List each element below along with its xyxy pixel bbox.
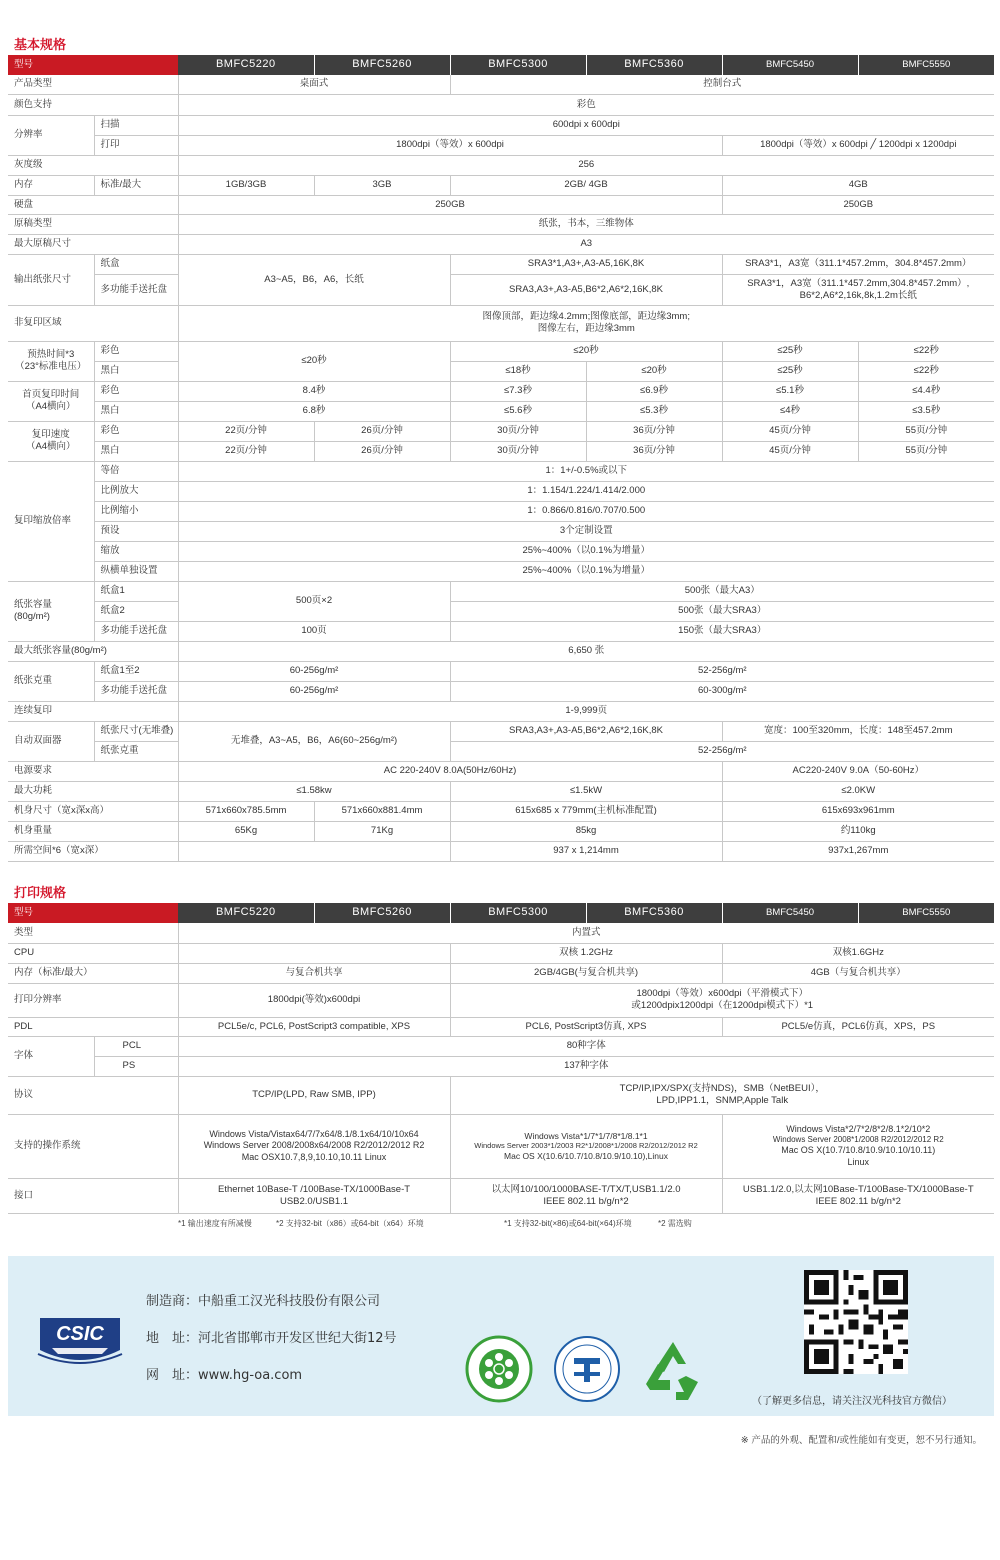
spec-value: 1800dpi（等效）x 600dpi ╱ 1200dpi x 1200dpi [722,135,994,155]
spec-value: 36页/分钟 [586,441,722,461]
spec-row [8,801,994,821]
row-sublabel: 彩色 [94,341,178,361]
row-sublabel: 纸盒2 [94,601,178,621]
spec-value-line: 以太网10/100/1000BASE-T/TX/T,USB1.1/2.0 [491,1183,681,1195]
print-spec-table [8,903,994,1214]
spec-value: 2GB/ 4GB [450,175,722,195]
spec-value: 1：0.866/0.816/0.707/0.500 [178,501,994,521]
model-name: BMFC5300 [450,55,586,75]
row-label: 硬盘 [8,195,178,214]
spec-value: 100页 [178,621,450,641]
spec-value [450,1076,994,1114]
spec-value: ≤25秒 [722,341,858,361]
spec-value-line: Windows Vista*2/7*2/8*2/8.1*2/10*2 [786,1124,931,1135]
spec-row [8,963,994,983]
row-label: 机身尺寸（宽x深x高） [8,801,178,821]
footnote: *2 需选购 [658,1219,692,1228]
spec-value: 25%~400%（以0.1%为增量） [178,561,994,581]
spec-value-line: TCP/IP,IPX/SPX(支持NDS)，SMB（NetBEUI）， [619,1083,825,1095]
spec-value-line: Ethernet 10Base-T /100Base-TX/1000Base-T [217,1183,411,1195]
spec-value: 双核1.6GHz [722,943,994,963]
spec-value: 1GB/3GB [178,175,314,195]
row-label: 分辨率 [8,115,94,155]
spec-row [8,75,994,94]
model-header-row [8,55,994,75]
spec-value: ≤18秒 [450,361,586,381]
spec-value: SRA3,A3+,A3-A5,B6*2,A6*2,16K,8K [450,274,722,305]
spec-row [8,943,994,963]
spec-value: 3GB [314,175,450,195]
recycle-icon [638,1338,708,1404]
spec-row [8,254,994,274]
model-name: BMFC5550 [858,55,994,75]
model-name: BMFC5360 [586,903,722,923]
spec-row [8,361,994,381]
energy-conservation-cert-icon [552,1334,622,1404]
row-sublabel: 标准/最大 [94,175,178,195]
row-label: 机身重量 [8,821,178,841]
spec-value [722,1114,994,1178]
company-footer [8,1256,994,1416]
spec-row [8,781,994,801]
row-label: 电源要求 [8,761,178,781]
row-label-line: 预热时间*3 [27,349,75,361]
row-label-line: (80g/m²) [14,611,50,622]
spec-row [8,401,994,421]
spec-value: 26页/分钟 [314,441,450,461]
spec-value: 彩色 [178,94,994,115]
spec-value: 桌面式 [178,75,450,94]
row-sublabel: 多功能手送托盘 [94,621,178,641]
spec-value: PCL5/e仿真，PCL6仿真，XPS，PS [722,1017,994,1036]
spec-row [8,561,994,581]
spec-value: ≤1.58kw [178,781,450,801]
model-name: BMFC5260 [314,903,450,923]
spec-value [178,305,994,341]
spec-value: 约110kg [722,821,994,841]
spec-value: 宽度：100至320mm，长度：148至457.2mm [722,721,994,741]
spec-row [8,135,994,155]
row-label: 非复印区域 [8,305,178,341]
spec-value: 571x660x785.5mm [178,801,314,821]
spec-value: 与复合机共享 [178,963,450,983]
model-name: BMFC5220 [178,55,314,75]
spec-value: 60-256g/m² [178,681,450,701]
spec-value [178,1178,450,1213]
spec-row [8,115,994,135]
spec-row [8,195,994,214]
spec-value-line: Windows Server 2008*1/2008 R2/2012/2012 R2 [772,1135,944,1145]
row-label: 输出纸张尺寸 [8,254,94,305]
spec-value-line: 图像顶部，距边缘4.2mm;图像底部，距边缘3mm; [482,311,690,323]
spec-value-line: Windows Vista*1/7*1/7/8*1/8.1*1 [524,1130,648,1141]
spec-value: 150张（最大SRA3） [450,621,994,641]
spec-value: 250GB [722,195,994,214]
spec-value: 1：1.154/1.224/1.414/2.000 [178,481,994,501]
spec-row [8,94,994,115]
row-sublabel: 等倍 [94,461,178,481]
spec-value: 1800dpi（等效）x 600dpi [178,135,722,155]
spec-row [8,1114,994,1178]
row-sublabel: 纸盒1 [94,581,178,601]
spec-value: 6,650 张 [178,641,994,661]
spec-row [8,341,994,361]
model-name: BMFC5260 [314,55,450,75]
footnote: *1 输出速度有所减慢 [178,1219,252,1228]
spec-value: ≤5.6秒 [450,401,586,421]
row-label: 最大功耗 [8,781,178,801]
row-label: 类型 [8,923,178,943]
spec-value: 85kg [450,821,722,841]
spec-value: 615x685 x 779mm(主机标准配置) [450,801,722,821]
spec-value-line: 1800dpi（等效）x600dpi（平滑模式下） [636,988,809,1000]
spec-value-line: IEEE 802.11 b/g/n*2 [543,1195,629,1207]
csic-logo [34,1310,126,1366]
row-sublabel: 比例缩小 [94,501,178,521]
model-header-row [8,903,994,923]
row-sublabel: 纸张尺寸(无堆叠) [94,721,178,741]
spec-value: ≤20秒 [586,361,722,381]
print-spec-title: 打印规格 [14,886,67,901]
spec-value: 1：1+/-0.5%或以下 [178,461,994,481]
spec-value: ≤4.4秒 [858,381,994,401]
row-label: 自动双面器 [8,721,94,761]
spec-row [8,175,994,195]
spec-value: 无堆叠，A3~A5，B6，A6(60~256g/m²) [178,721,450,761]
row-label-line: （A4横向） [25,401,76,412]
row-label [8,341,94,381]
row-sublabel: 纵横单独设置 [94,561,178,581]
spec-value-line: USB1.1/2.0,以太网10Base-T/100Base-TX/1000Base-T [742,1183,974,1195]
spec-row [8,983,994,1017]
spec-value: 2GB/4GB(与复合机共享) [450,963,722,983]
spec-value-line: Linux [847,1156,870,1167]
spec-value: 45页/分钟 [722,441,858,461]
spec-row [8,1076,994,1114]
spec-value: 65Kg [178,821,314,841]
spec-value: 8.4秒 [178,381,450,401]
spec-value: 55页/分钟 [858,441,994,461]
row-label: 颜色支持 [8,94,178,115]
manufacturer: 制造商：中船重工汉光科技股份有限公司 [146,1294,381,1309]
spec-value-line: Mac OS X(10.6/10.7/10.8/10.9/10.10),Linux [504,1150,668,1161]
spec-value: ≤20秒 [450,341,722,361]
row-label-line: 首页复印时间 [22,389,80,401]
spec-value [178,1114,450,1178]
spec-value [450,1178,722,1213]
spec-value-line: 或1200dpix1200dpi（在1200dpi模式下）*1 [631,1000,814,1011]
row-sublabel: 扫描 [94,115,178,135]
spec-value: AC220-240V 9.0A（50-60Hz） [722,761,994,781]
spec-value: 937 x 1,214mm [450,841,722,861]
spec-value: ≤1.5kW [450,781,722,801]
spec-value: 55页/分钟 [858,421,994,441]
spec-value: 22页/分钟 [178,421,314,441]
spec-value: 4GB [722,175,994,195]
spec-value: SRA3,A3+,A3-A5,B6*2,A6*2,16K,8K [450,721,722,741]
spec-row [8,381,994,401]
basic-spec-title: 基本规格 [14,38,67,53]
row-label: 字体 [8,1036,94,1076]
spec-row [8,1056,994,1076]
spec-row [8,1036,994,1056]
row-label-line: （A4横向） [25,441,76,452]
logo-text: CSIC [56,1323,104,1345]
row-label [8,381,94,421]
spec-value-line: LPD,IPP1.1，SNMP,Apple Talk [656,1095,789,1106]
spec-value: 600dpi x 600dpi [178,115,994,135]
spec-value: 500张（最大SRA3） [450,601,994,621]
row-label: 内存 [8,175,94,195]
spec-row [8,234,994,254]
spec-row [8,821,994,841]
spec-value: ≤4秒 [722,401,858,421]
spec-value: 控制台式 [450,75,994,94]
spec-value: 3个定制设置 [178,521,994,541]
row-sublabel: 彩色 [94,381,178,401]
spec-value: 30页/分钟 [450,441,586,461]
spec-value: 60-256g/m² [178,661,450,681]
spec-value: ≤20秒 [178,341,450,381]
row-label: 最大原稿尺寸 [8,234,178,254]
footnote: *1 支持32-bit(×86)或64-bit(×64)环境 [504,1219,632,1228]
row-sublabel: 缩放 [94,541,178,561]
spec-row [8,461,994,481]
spec-value-line: Mac OSX10.7,8,9,10.10,10.11 Linux [241,1151,387,1162]
spec-row [8,541,994,561]
spec-value: A3~A5，B6，A6，长纸 [178,254,450,305]
spec-value [178,841,450,861]
qr-caption: （了解更多信息，请关注汉光科技官方微信） [752,1396,952,1407]
spec-value: 571x660x881.4mm [314,801,450,821]
row-label: 内存（标准/最大） [8,963,178,983]
model-label: 型号 [8,903,178,923]
spec-value [722,274,994,305]
model-name: BMFC5550 [858,903,994,923]
spec-value: TCP/IP(LPD, Raw SMB, IPP) [178,1076,450,1114]
row-label: CPU [8,943,178,963]
spec-row [8,214,994,234]
spec-value-line: 图像左右，距边缘3mm [537,323,635,334]
spec-row [8,721,994,741]
row-sublabel: 打印 [94,135,178,155]
row-sublabel: 多功能手送托盘 [94,681,178,701]
spec-value: ≤6.9秒 [586,381,722,401]
spec-value: 937x1,267mm [722,841,994,861]
spec-value: 137种字体 [178,1056,994,1076]
row-sublabel: 纸盒1至2 [94,661,178,681]
spec-value [450,983,994,1017]
spec-value: PCL6, PostScript3仿真, XPS [450,1017,722,1036]
spec-row [8,1178,994,1213]
spec-value: 60-300g/m² [450,681,994,701]
spec-row [8,701,994,721]
row-label: 原稿类型 [8,214,178,234]
spec-row [8,681,994,701]
row-label: 所需空间*6（宽x深） [8,841,178,861]
spec-row [8,641,994,661]
spec-row [8,441,994,461]
spec-value: ≤3.5秒 [858,401,994,421]
spec-value: 30页/分钟 [450,421,586,441]
spec-value: SRA3*1,A3+,A3-A5,16K,8K [450,254,722,274]
row-sublabel: 多功能手送托盘 [94,274,178,305]
spec-row [8,521,994,541]
spec-value: ≤22秒 [858,341,994,361]
row-sublabel: PCL [94,1036,178,1056]
row-label: 协议 [8,1076,178,1114]
spec-value-line: B6*2,A6*2,16k,8k,1.2m长纸 [799,289,917,301]
spec-value: ≤25秒 [722,361,858,381]
model-name: BMFC5300 [450,903,586,923]
spec-row [8,761,994,781]
spec-value: 1800dpi(等效)x600dpi [178,983,450,1017]
spec-value [450,1114,722,1178]
spec-value-line: SRA3*1，A3宽（311.1*457.2mm,304.8*457.2mm）, [747,277,970,289]
spec-value-line: Windows Server 2008/2008x64/2008 R2/2012/2012 R2 [203,1140,425,1151]
row-label: 支持的操作系统 [8,1114,178,1178]
spec-row [8,741,994,761]
spec-value: 52-256g/m² [450,741,994,761]
footnote: *2 支持32-bit（x86）或64-bit（x64）环境 [276,1219,424,1228]
spec-row [8,421,994,441]
spec-value: ≤5.3秒 [586,401,722,421]
spec-value: 80种字体 [178,1036,994,1056]
row-sublabel: 预设 [94,521,178,541]
spec-value: 250GB [178,195,722,214]
row-sublabel: 彩色 [94,421,178,441]
spec-value [722,1178,994,1213]
row-label: 纸张克重 [8,661,94,701]
spec-value: 71Kg [314,821,450,841]
model-name: BMFC5220 [178,903,314,923]
spec-value: 615x693x961mm [722,801,994,821]
spec-row [8,274,994,305]
spec-row [8,661,994,681]
spec-value-line: Windows Server 2003*1/2003 R2*1/2008*1/2008 R2/2012/2012 R2 [474,1141,698,1151]
row-sublabel: 纸盒 [94,254,178,274]
spec-row [8,923,994,943]
row-label [8,581,94,641]
row-label [8,421,94,461]
row-sublabel: PS [94,1056,178,1076]
spec-value: PCL5e/c, PCL6, PostScript3 compatible, XPS [178,1017,450,1036]
model-name: BMFC5450 [722,55,858,75]
address: 地 址：河北省邯郸市开发区世纪大街12号 [146,1331,397,1346]
spec-value: 500页×2 [178,581,450,621]
model-label: 型号 [8,55,178,75]
basic-spec-table [8,55,994,862]
row-label: PDL [8,1017,178,1036]
row-label: 打印分辨率 [8,983,178,1017]
website-link[interactable]: 网 址：www.hg-oa.com [146,1368,303,1383]
spec-value: ≤7.3秒 [450,381,586,401]
spec-row [8,481,994,501]
spec-value: 22页/分钟 [178,441,314,461]
spec-row [8,1017,994,1036]
spec-value: ≤22秒 [858,361,994,381]
spec-value: 500张（最大A3） [450,581,994,601]
environmental-label-icon [464,1334,534,1404]
spec-row [8,841,994,861]
row-sublabel: 黑白 [94,401,178,421]
row-label: 复印缩放倍率 [8,461,94,581]
spec-value: 双核 1.2GHz [450,943,722,963]
spec-value: ≤5.1秒 [722,381,858,401]
spec-value: 6.8秒 [178,401,450,421]
row-sublabel: 黑白 [94,361,178,381]
spec-value: 25%~400%（以0.1%为增量） [178,541,994,561]
disclaimer-notice: ※ 产品的外观、配置和/或性能如有变更，恕不另行通知。 [740,1435,982,1446]
row-label: 产品类型 [8,75,178,94]
spec-value: 45页/分钟 [722,421,858,441]
row-label-line: （23°标准电压） [15,361,87,372]
spec-value: ≤2.0KW [722,781,994,801]
spec-value: 纸张，书本，三维物体 [178,214,994,234]
wechat-qr-code[interactable] [804,1270,908,1374]
spec-value: 26页/分钟 [314,421,450,441]
row-label: 接口 [8,1178,178,1213]
spec-row [8,581,994,601]
spec-value: 内置式 [178,923,994,943]
model-name: BMFC5450 [722,903,858,923]
spec-row [8,501,994,521]
model-name: BMFC5360 [586,55,722,75]
row-label: 灰度级 [8,155,178,175]
spec-value-line: Mac OS X(10.7/10.8/10.9/10.10/10.11) [781,1145,936,1156]
row-label-line: 复印速度 [31,429,70,441]
spec-value-line: USB2.0/USB1.1 [279,1195,349,1207]
row-label: 最大纸张容量(80g/m²) [8,641,178,661]
spec-value [178,943,450,963]
spec-value-line: IEEE 802.11 b/g/n*2 [815,1195,901,1207]
spec-value: A3 [178,234,994,254]
spec-value: 36页/分钟 [586,421,722,441]
spec-row [8,155,994,175]
row-sublabel: 比例放大 [94,481,178,501]
row-label: 连续复印 [8,701,178,721]
row-sublabel: 黑白 [94,441,178,461]
spec-row [8,601,994,621]
spec-value: SRA3*1，A3宽（311.1*457.2mm，304.8*457.2mm） [722,254,994,274]
row-label-line: 纸张容量 [14,599,53,611]
spec-row [8,621,994,641]
spec-value: 4GB（与复合机共享） [722,963,994,983]
spec-value: 1-9,999页 [178,701,994,721]
spec-row [8,305,994,341]
spec-value: AC 220-240V 8.0A(50Hz/60Hz) [178,761,722,781]
spec-value: 52-256g/m² [450,661,994,681]
row-sublabel: 纸张克重 [94,741,178,761]
spec-value: 256 [178,155,994,175]
spec-value-line: Windows Vista/Vistax64/7/7x64/8.1/8.1x64/10/10x64 [209,1129,419,1140]
